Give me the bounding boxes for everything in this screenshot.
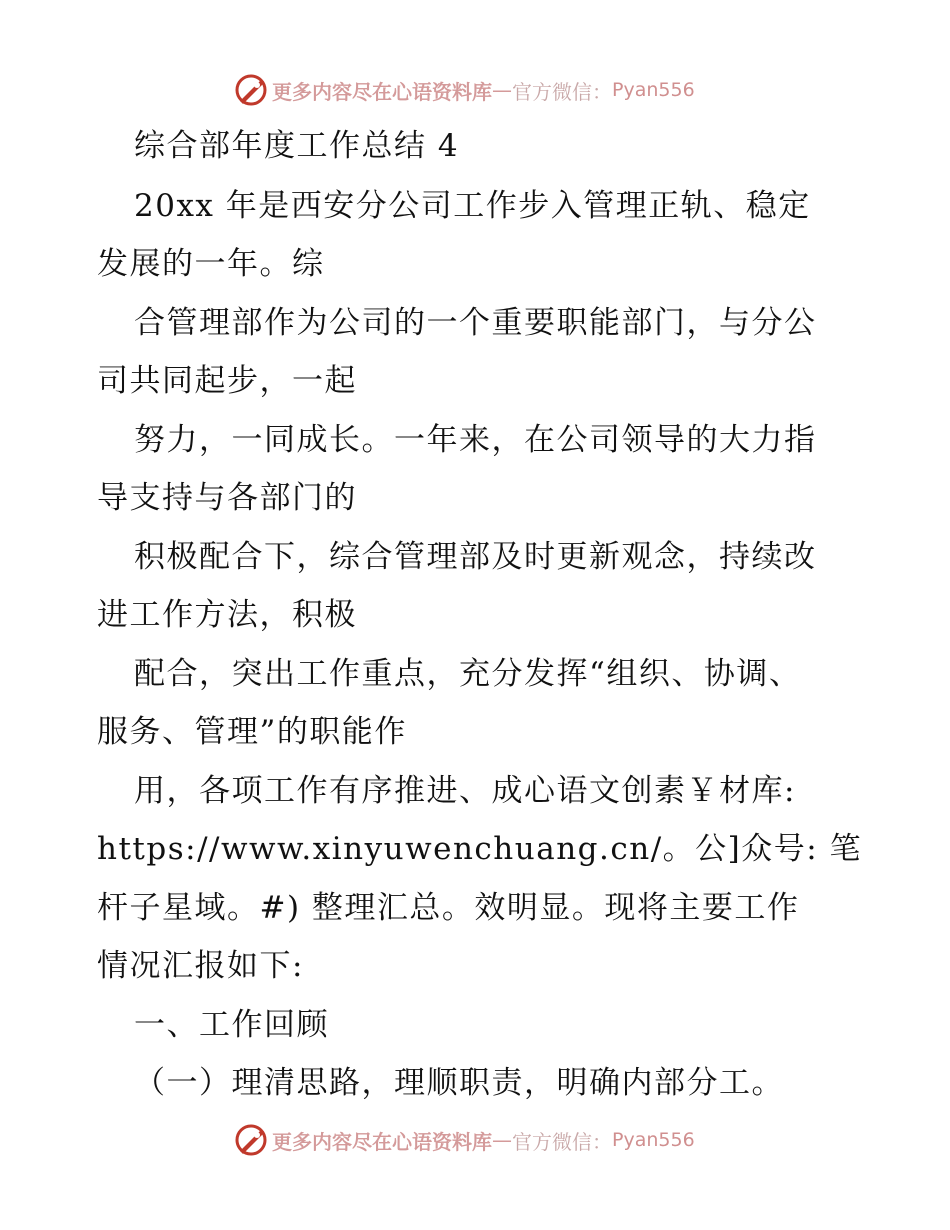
paragraph-line: 用，各项工作有序推进、成心语文创素￥材库: bbox=[134, 773, 796, 809]
pen-logo-icon bbox=[234, 1123, 268, 1157]
paragraph-line: 情况汇报如下: bbox=[97, 948, 304, 984]
banner-wechat-id: Pyan556 bbox=[612, 79, 695, 101]
banner-official-label: 官方微信： bbox=[512, 1129, 612, 1154]
paragraph-line: 杆子星域。#) 整理汇总。效明显。现将主要工作 bbox=[97, 890, 800, 926]
pen-logo-icon bbox=[234, 73, 268, 107]
paragraph-line: 积极配合下，综合管理部及时更新观念，持续改 bbox=[134, 539, 817, 575]
paragraph-line: 20xx 年是西安分公司工作步入管理正轨、稳定 bbox=[134, 188, 811, 224]
header-watermark-banner bbox=[234, 73, 695, 107]
paragraph-line: 努力，一同成长。一年来，在公司领导的大力指 bbox=[134, 422, 817, 458]
paragraph-line: 合管理部作为公司的一个重要职能部门，与分公 bbox=[134, 305, 817, 341]
footer-watermark-banner bbox=[234, 1123, 695, 1157]
paragraph-line: 服务、管理”的职能作 bbox=[97, 714, 407, 750]
banner-dash: — bbox=[492, 1128, 512, 1152]
banner-dash: — bbox=[492, 78, 512, 102]
document-title: 综合部年度工作总结 4 bbox=[134, 128, 460, 164]
paragraph-line: 配合，突出工作重点，充分发挥“组织、协调、 bbox=[134, 656, 802, 692]
paragraph-line: 导支持与各部门的 bbox=[97, 480, 357, 516]
paragraph-line: 进工作方法，积极 bbox=[97, 597, 357, 633]
paragraph-line: 发展的一年。综 bbox=[97, 246, 325, 282]
banner-promo-text: 更多内容尽在心语资料库 bbox=[272, 1129, 492, 1154]
paragraph-line: 司共同起步，一起 bbox=[97, 363, 357, 399]
paragraph-line: https://www.xinyuwenchuang.cn/。公]众号: 笔 bbox=[97, 831, 863, 867]
banner-official-label: 官方微信： bbox=[512, 79, 612, 104]
banner-promo-text: 更多内容尽在心语资料库 bbox=[272, 79, 492, 104]
section-heading: 一、工作回顾 bbox=[134, 1007, 329, 1043]
banner-wechat-id: Pyan556 bbox=[612, 1129, 695, 1151]
subsection-heading: （一）理清思路，理顺职责，明确内部分工。 bbox=[134, 1065, 784, 1101]
